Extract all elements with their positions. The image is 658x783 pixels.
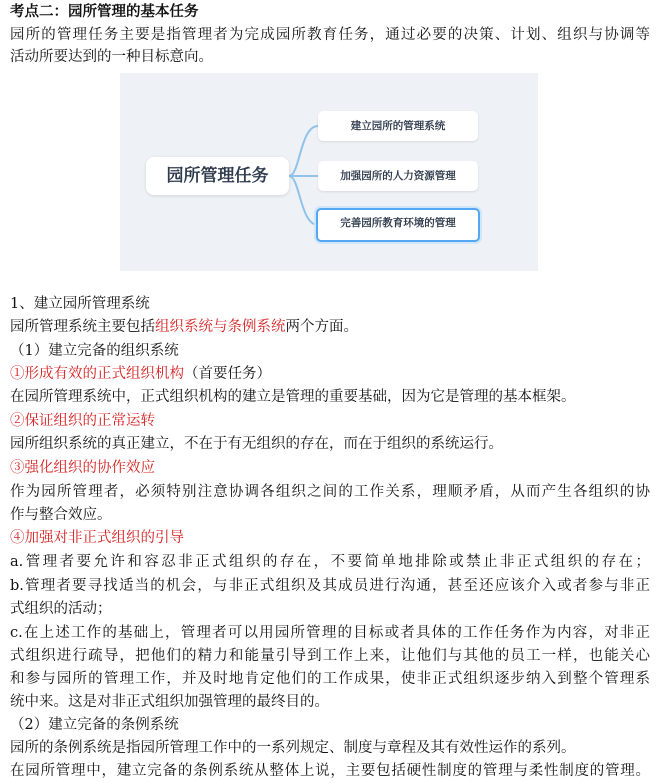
point4-heading: ④加强对非正式组织的引导 xyxy=(10,530,184,546)
highlight-systems: 组织系统与条例系统 xyxy=(155,319,286,335)
point1-heading: ①形成有效的正式组织机构（首要任务） xyxy=(10,366,271,382)
point3-text-2: 作与整合效应。 xyxy=(10,507,112,523)
mindmap-root-node: 园所管理任务 xyxy=(146,157,289,195)
item-c-4: 统中来。这是对非正式组织加强管理的最终目的。 xyxy=(10,694,329,710)
item-a: a.管理者要允许和容忍非正式组织的存在，不要简单地排除或禁止非正式组织的存在； xyxy=(10,554,650,570)
section-heading: 考点二：园所管理的基本任务 xyxy=(10,3,199,20)
mindmap-node-management-system: 建立园所的管理系统 xyxy=(318,111,478,141)
intro-line-2: 活动所要达到的一种目标意向。 xyxy=(10,49,213,65)
rules-paragraph-1: 园所的条例系统是指园所管理工作中的一系列规定、制度与章程及其有效性运作的系列。 xyxy=(10,740,576,756)
mindmap-diagram xyxy=(120,73,538,271)
item-b-1: b.管理者要寻找适当的机会，与非正式组织及其成员进行沟通，甚至还应该介入或者参与非正 xyxy=(10,578,650,594)
item-c-1: c.在上述工作的基础上，管理者可以用园所管理的目标或者具体的工作任务作为内容，对非正 xyxy=(10,625,650,641)
point1-text: 在园所管理系统中，正式组织机构的建立是管理的重要基础，因为它是管理的基本框架。 xyxy=(10,389,576,405)
intro-line-1: 园所的管理任务主要是指管理者为完成园所教育任务，通过必要的决策、计划、组织与协调等 xyxy=(10,27,650,43)
item-c-2: 式组织进行疏导，把他们的精力和能量引导到工作上来，让他们与其他的员工一样，也能关心 xyxy=(10,648,650,664)
point3-heading: ③强化组织的协作效应 xyxy=(10,460,155,476)
subheading-rule-system: （2）建立完备的条例系统 xyxy=(10,717,179,733)
item-c-3: 和参与园所的管理工作，并及时地肯定他们的工作成果，使非正式组织逐步纳入到整个管理系 xyxy=(10,671,650,687)
connector-3 xyxy=(289,176,318,225)
connector-1 xyxy=(289,126,318,176)
point2-text: 园所组织系统的真正建立，不在于有无组织的存在，而在于组织的系统运行。 xyxy=(10,436,503,452)
rules-paragraph-2: 在园所管理中，建立完备的条例系统从整体上说，主要包括硬性制度的管理与柔性制度的管理。 xyxy=(10,763,650,779)
mindmap-node-human-resources: 加强园所的人力资源管理 xyxy=(318,161,478,191)
subheading-org-system: （1）建立完备的组织系统 xyxy=(10,343,179,359)
section1-summary: 园所管理系统主要包括组织系统与条例系统两个方面。 xyxy=(10,319,358,335)
mindmap-node-environment-selected: 完善园所教育环境的管理 xyxy=(316,208,480,242)
item-b-2: 式组织的活动； xyxy=(10,601,112,617)
section1-title: 1、建立园所管理系统 xyxy=(10,296,150,312)
point2-heading: ②保证组织的正常运转 xyxy=(10,413,155,429)
point3-text-1: 作为园所管理者，必须特别注意协调各组织之间的工作关系，理顺矛盾，从而产生各组织的协 xyxy=(10,484,650,500)
